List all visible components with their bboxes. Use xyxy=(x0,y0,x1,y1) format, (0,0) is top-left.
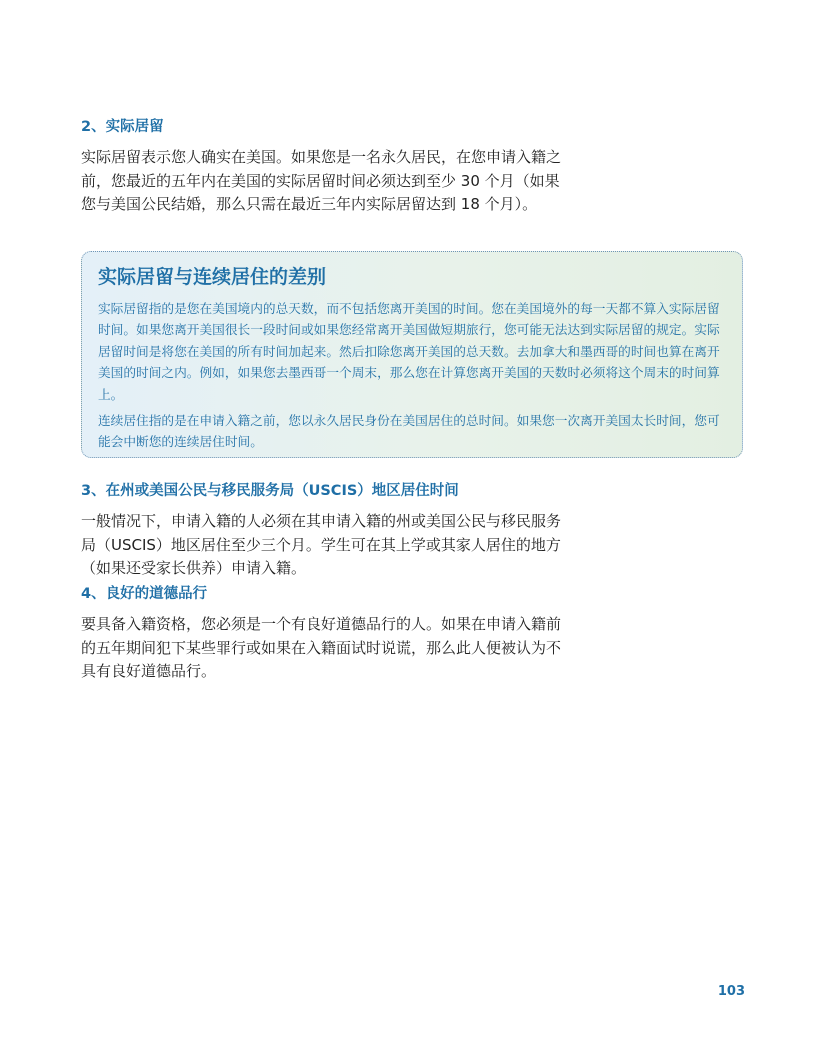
callout-paragraph-continuous-residence: 连续居住指的是在申请入籍之前，您以永久居民身份在美国居住的总时间。如果您一次离开美国太长时间，您可能会中断您的连续居住时间。 xyxy=(98,413,720,450)
section-4-heading: 4、良好的道德品行 xyxy=(81,586,208,602)
callout-paragraph-physical-presence: 实际居留指的是您在美国境内的总天数，而不包括您离开美国的时间。您在美国境外的每一天都不算入实际居留时间。如果您离开美国很长一段时间或如果您经常离开美国做短期旅行，您可能无法达到实际居留的规定。实际居留时间是将您在美国的所有时间加起来。然后扣除您离开美国的总天数。去加拿大和墨西哥的时间也算在离开美国的时间之内。例如，如果您去墨西哥一个周末，那么您在计算您离开美国的天数时必须将这个周末的时间算上。 xyxy=(98,301,720,402)
section-4-body: 要具备入籍资格，您必须是一个有良好道德品行的人。如果在申请入籍前的五年期间犯下某些罪行或如果在入籍面试时说谎，那么此人便被认为不具有良好道德品行。 xyxy=(81,615,562,680)
page-number: 103 xyxy=(717,984,745,999)
section-2-heading: 2、实际居留 xyxy=(81,119,164,135)
callout-title: 实际居留与连续居住的差别 xyxy=(98,266,327,288)
section-3-body: 一般情况下，申请入籍的人必须在其申请入籍的州或美国公民与移民服务局（USCIS）地区居住至少三个月。学生可在其上学或其家人居住的地方（如果还受家长供养）申请入籍。 xyxy=(81,512,562,577)
section-2-body: 实际居留表示您人确实在美国。如果您是一名永久居民，在您申请入籍之前，您最近的五年内在美国的实际居留时间必须达到至少 30 个月（如果您与美国公民结婚，那么只需在最近三年内实际居留达到 18 个月）。 xyxy=(81,148,562,213)
callout-box xyxy=(81,251,743,458)
section-3-heading: 3、在州或美国公民与移民服务局（USCIS）地区居住时间 xyxy=(81,483,459,499)
